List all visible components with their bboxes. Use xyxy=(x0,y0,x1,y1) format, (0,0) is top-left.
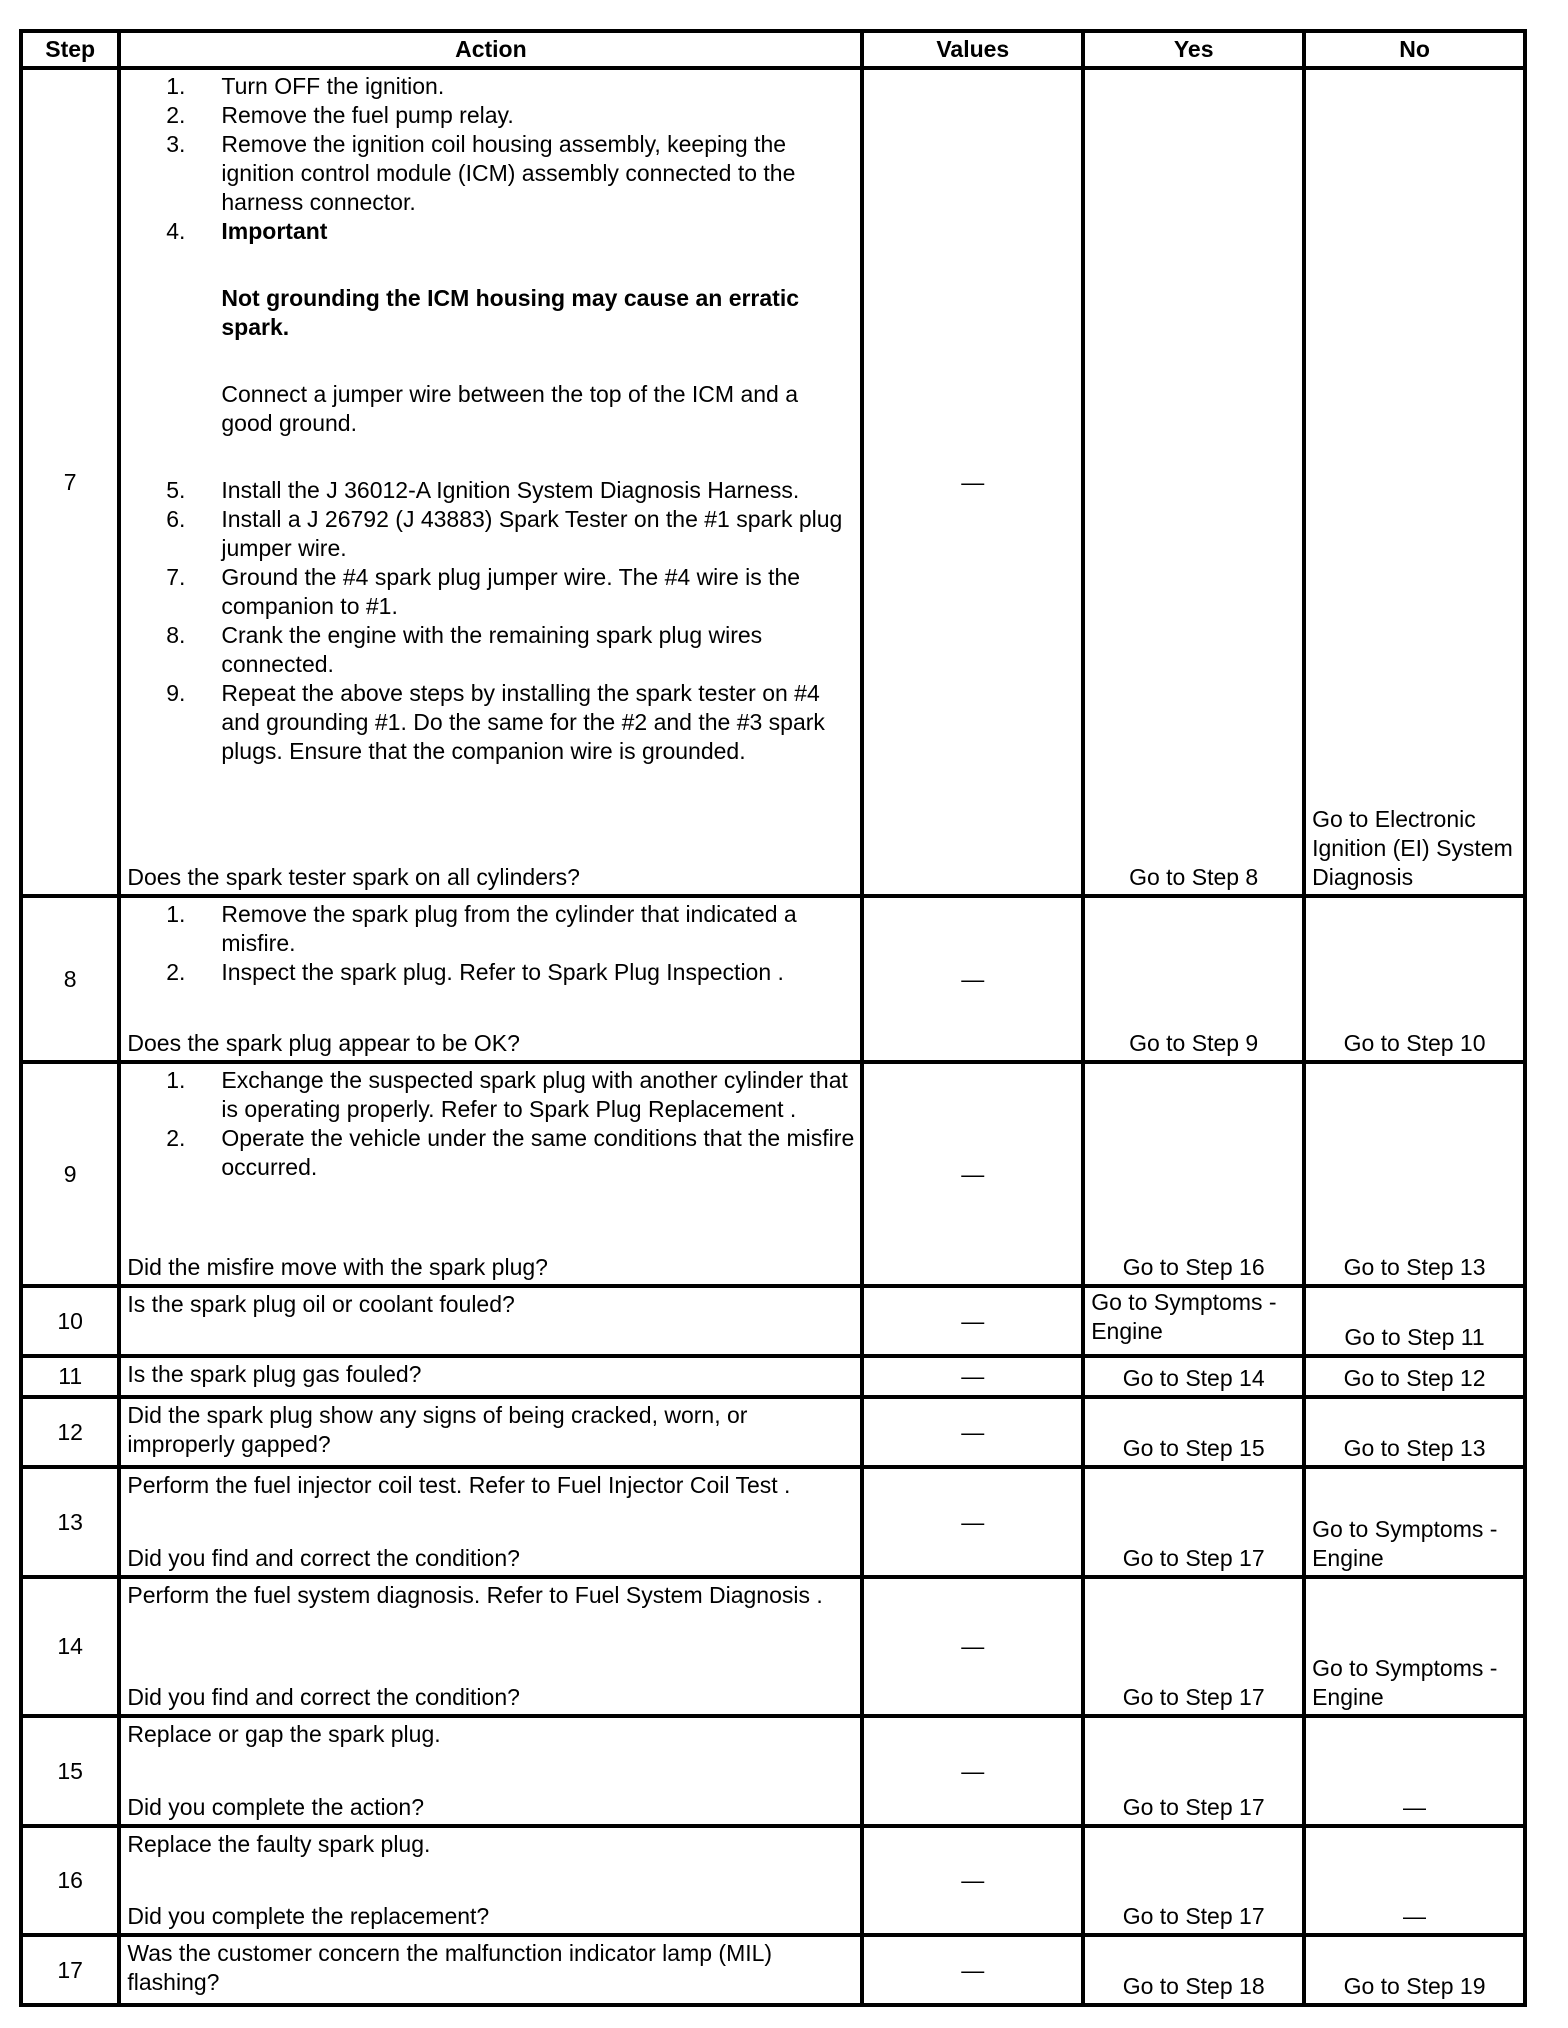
step-number: 15 xyxy=(21,1716,119,1826)
no-cell: Go to Step 19 xyxy=(1304,1935,1525,2005)
yes-cell: Go to Step 8 xyxy=(1083,68,1304,896)
value-cell: — xyxy=(862,1062,1083,1286)
list-item: 9. Repeat the above steps by installing the spark tester on #4 and grounding #1. Do the same for the #2 and the #3 spark plugs. Ensure that the companion wire is grounded. xyxy=(166,680,825,764)
action-cell xyxy=(119,1467,862,1577)
step-number: 8 xyxy=(21,896,119,1062)
yes-cell: Go to Step 16 xyxy=(1083,1062,1304,1286)
value-cell: — xyxy=(862,1826,1083,1935)
table-row xyxy=(21,1286,1525,1356)
no-cell: — xyxy=(1304,1716,1525,1826)
list-item: 7. Ground the #4 spark plug jumper wire. The #4 wire is the companion to #1. xyxy=(166,564,801,619)
table-row xyxy=(21,1062,1525,1286)
no-cell: Go to Step 10 xyxy=(1304,896,1525,1062)
list-item: 6. Install a J 26792 (J 43883) Spark Tester on the #1 spark plug jumper wire. xyxy=(166,506,843,561)
value-cell: — xyxy=(862,1467,1083,1577)
question-text: Did you complete the action? xyxy=(127,1794,425,1820)
action-cell xyxy=(119,896,862,1062)
value-cell: — xyxy=(862,1286,1083,1356)
question-text: Does the spark tester spark on all cylinders? xyxy=(127,864,580,890)
step-number: 7 xyxy=(21,68,119,896)
step-number: 9 xyxy=(21,1062,119,1286)
header-action: Action xyxy=(119,31,862,68)
step-number: 14 xyxy=(21,1577,119,1716)
list-item: 1. Turn OFF the ignition. xyxy=(166,73,445,99)
question-text: Did the misfire move with the spark plug? xyxy=(127,1254,548,1280)
important-note: Not grounding the ICM housing may cause an erratic spark. xyxy=(221,285,800,340)
question-text: Did you find and correct the condition? xyxy=(127,1684,520,1710)
value-cell: — xyxy=(862,896,1083,1062)
yes-cell: Go to Step 9 xyxy=(1083,896,1304,1062)
action-cell xyxy=(119,1716,862,1826)
action-text: Is the spark plug gas fouled? xyxy=(119,1356,862,1397)
step-number: 10 xyxy=(21,1286,119,1356)
list-item: 1. Remove the spark plug from the cylinder that indicated a misfire. xyxy=(166,901,797,956)
list-item: 2. Inspect the spark plug. Refer to Spark Plug Inspection . xyxy=(166,959,784,985)
header-values: Values xyxy=(862,31,1083,68)
no-cell: Go to Step 12 xyxy=(1304,1356,1525,1397)
header-no: No xyxy=(1304,31,1525,68)
value-cell: — xyxy=(862,1356,1083,1397)
table-row xyxy=(21,1716,1525,1826)
important-text: Connect a jumper wire between the top of the ICM and a good ground. xyxy=(221,381,798,436)
header-row xyxy=(21,31,1525,68)
header-yes: Yes xyxy=(1083,31,1304,68)
action-steps xyxy=(127,476,854,766)
list-item: 5. Install the J 36012-A Ignition System Diagnosis Harness. xyxy=(166,477,800,503)
action-text: Replace or gap the spark plug. xyxy=(127,1721,441,1747)
yes-cell: Go to Step 18 xyxy=(1083,1935,1304,2005)
table-row xyxy=(21,1467,1525,1577)
list-item: 8. Crank the engine with the remaining spark plug wires connected. xyxy=(166,622,763,677)
action-text: Replace the faulty spark plug. xyxy=(127,1831,431,1857)
list-item: 2. Remove the fuel pump relay. xyxy=(166,102,514,128)
no-cell: Go to Step 13 xyxy=(1304,1397,1525,1467)
action-text: Was the customer concern the malfunction indicator lamp (MIL) flashing? xyxy=(119,1935,862,2005)
table-row xyxy=(21,68,1525,896)
action-text: Perform the fuel system diagnosis. Refer to Fuel System Diagnosis . xyxy=(127,1582,823,1608)
step-number: 11 xyxy=(21,1356,119,1397)
list-item: 4. Important xyxy=(166,218,328,244)
no-cell: Go to Step 11 xyxy=(1304,1286,1525,1356)
action-cell xyxy=(119,1062,862,1286)
list-item: 1. Exchange the suspected spark plug with another cylinder that is operating properly. Refer to Spark Plug Replacement . xyxy=(166,1067,848,1122)
step-number: 17 xyxy=(21,1935,119,2005)
value-cell: — xyxy=(862,68,1083,896)
yes-cell: Go to Step 15 xyxy=(1083,1397,1304,1467)
action-text: Perform the fuel injector coil test. Refer to Fuel Injector Coil Test . xyxy=(127,1472,791,1498)
diagnostic-table xyxy=(19,29,1527,2007)
no-cell: Go to Step 13 xyxy=(1304,1062,1525,1286)
no-cell: — xyxy=(1304,1826,1525,1935)
action-cell xyxy=(119,68,862,896)
no-cell: Go to Symptoms - Engine xyxy=(1304,1467,1525,1577)
step-number: 12 xyxy=(21,1397,119,1467)
table-row xyxy=(21,896,1525,1062)
list-item: 2. Operate the vehicle under the same conditions that the misfire occurred. xyxy=(166,1125,855,1180)
no-cell: Go to Electronic Ignition (EI) System Diagnosis xyxy=(1304,68,1525,896)
table-row xyxy=(21,1356,1525,1397)
yes-cell: Go to Step 17 xyxy=(1083,1716,1304,1826)
yes-cell: Go to Step 17 xyxy=(1083,1826,1304,1935)
table-row xyxy=(21,1935,1525,2005)
yes-cell: Go to Step 14 xyxy=(1083,1356,1304,1397)
action-cell xyxy=(119,1577,862,1716)
question-text: Did you find and correct the condition? xyxy=(127,1545,520,1571)
value-cell: — xyxy=(862,1397,1083,1467)
step-number: 13 xyxy=(21,1467,119,1577)
table-row xyxy=(21,1826,1525,1935)
action-cell xyxy=(119,1826,862,1935)
header-step: Step xyxy=(21,31,119,68)
no-cell: Go to Symptoms - Engine xyxy=(1304,1577,1525,1716)
action-text: Is the spark plug oil or coolant fouled? xyxy=(119,1286,862,1356)
value-cell: — xyxy=(862,1935,1083,2005)
action-steps xyxy=(127,72,854,246)
table-row xyxy=(21,1397,1525,1467)
yes-cell: Go to Symptoms - Engine xyxy=(1083,1286,1304,1356)
action-text: Did the spark plug show any signs of being cracked, worn, or improperly gapped? xyxy=(119,1397,862,1467)
value-cell: — xyxy=(862,1577,1083,1716)
yes-cell: Go to Step 17 xyxy=(1083,1577,1304,1716)
yes-cell: Go to Step 17 xyxy=(1083,1467,1304,1577)
action-steps xyxy=(127,900,854,987)
value-cell: — xyxy=(862,1716,1083,1826)
question-text: Did you complete the replacement? xyxy=(127,1903,490,1929)
list-item: 3. Remove the ignition coil housing assembly, keeping the ignition control module (ICM) assembly connected to the harness connector. xyxy=(166,131,796,215)
action-steps xyxy=(127,1066,854,1182)
step-number: 16 xyxy=(21,1826,119,1935)
question-text: Does the spark plug appear to be OK? xyxy=(127,1030,520,1056)
table-row xyxy=(21,1577,1525,1716)
